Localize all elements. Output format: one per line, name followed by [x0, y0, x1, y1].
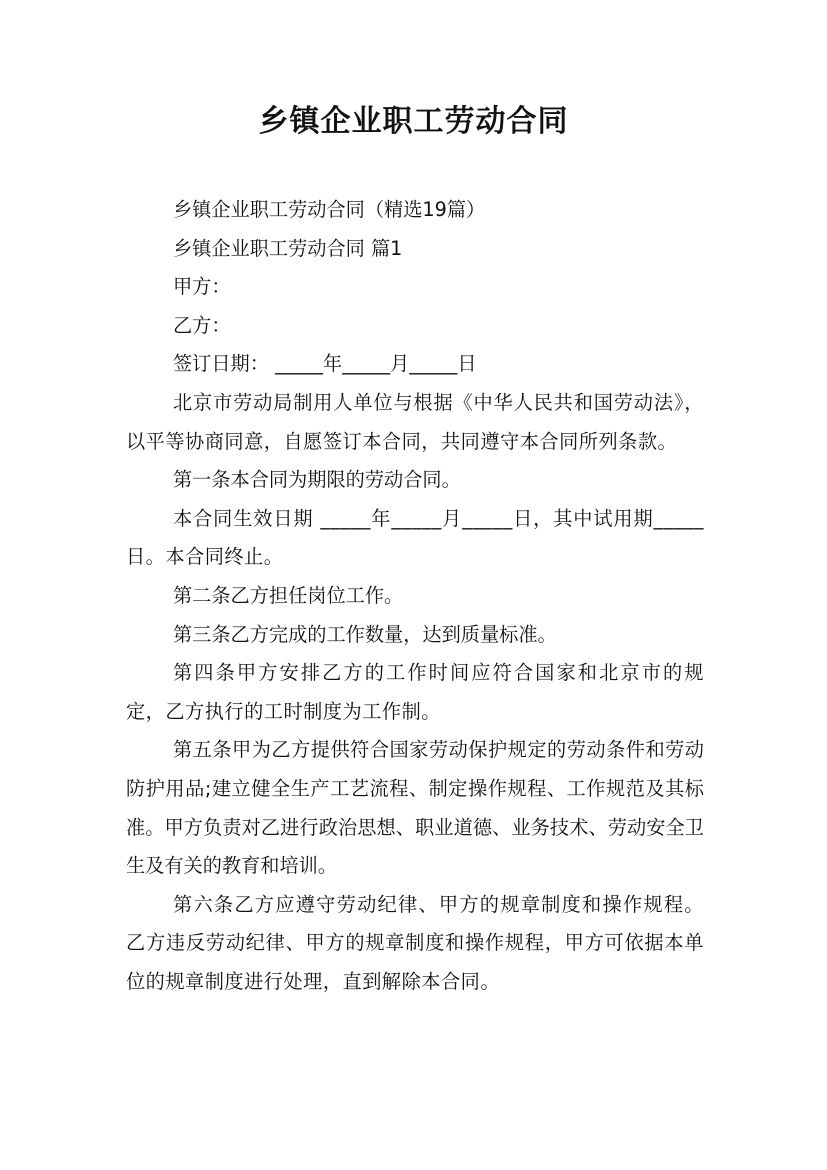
paragraph-article-3: 第三条乙方完成的工作数量，达到质量标准。 — [173, 622, 557, 646]
paragraph-article-4: 第四条甲方安排乙方的工作时间应符合国家和北京市的规定，乙方执行的工时制度为工作制。 — [126, 661, 704, 723]
paragraph-article-1: 第一条本合同为期限的劳动合同。 — [173, 468, 461, 492]
paragraph-article-2: 第二条乙方担任岗位工作。 — [173, 583, 404, 607]
paragraph-signing-date: 签订日期： _____年_____月_____日 — [173, 352, 477, 376]
paragraph-effective-date: 本合同生效日期 _____年_____月_____日，其中试用期_____日。本合同终止。 — [126, 506, 704, 569]
document-title: 乡镇企业职工劳动合同 — [258, 104, 569, 139]
paragraph-article-5: 第五条甲为乙方提供符合国家劳动保护规定的劳动条件和劳动防护用品;建立健全生产工艺流程、制定操作规程、工作规范及其标准。甲方负责对乙进行政治思想、职业道德、业务技术、劳动安全卫生及有关的教育和培训。 — [126, 738, 704, 878]
paragraph-preamble: 北京市劳动局制用人单位与根据《中华人民共和国劳动法》，以平等协商同意，自愿签订本合同，共同遵守本合同所列条款。 — [126, 390, 704, 453]
paragraph-section-heading: 乡镇企业职工劳动合同 篇1 — [173, 236, 403, 260]
paragraph-party-b: 乙方： — [173, 313, 231, 337]
paragraph-article-6: 第六条乙方应遵守劳动纪律、甲方的规章制度和操作规程。乙方违反劳动纪律、甲方的规章制度和操作规程，甲方可依据本单位的规章制度进行处理，直到解除本合同。 — [126, 892, 704, 993]
paragraph-subtitle: 乡镇企业职工劳动合同（精选19篇） — [173, 198, 486, 221]
document-body — [126, 191, 704, 1001]
paragraph-party-a: 甲方： — [173, 275, 231, 299]
